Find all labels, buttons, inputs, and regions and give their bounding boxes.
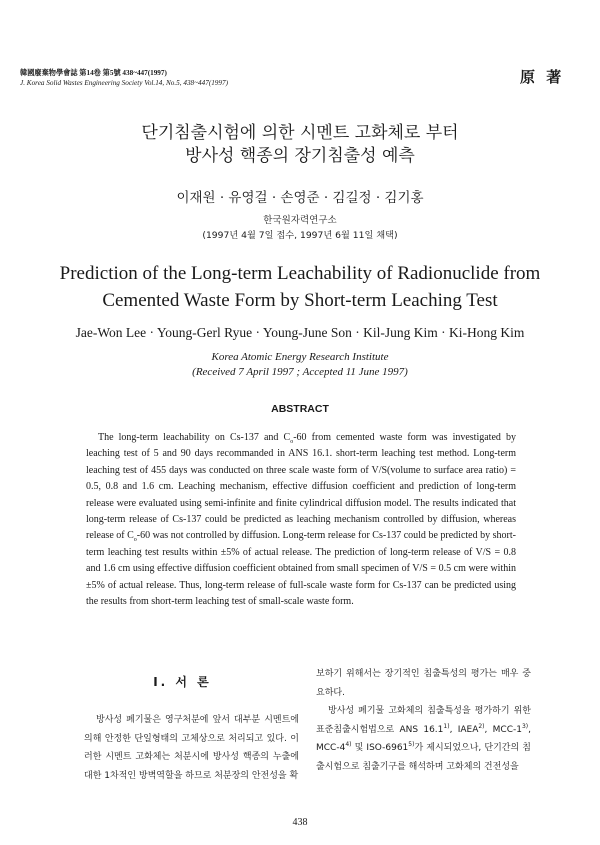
abstract-text-1: The long-term leachability on Cs-137 and C xyxy=(98,432,291,443)
reference-3: 3) xyxy=(521,722,529,730)
english-title xyxy=(0,260,600,314)
right-text-d: , MCC-4 xyxy=(316,724,532,753)
right-column xyxy=(316,665,531,776)
reference-1: 1) xyxy=(443,722,450,730)
right-text-c: , MCC-1 xyxy=(484,724,522,735)
article-type-badge: 原 著 xyxy=(520,68,565,86)
subscript-o-2: o xyxy=(133,537,137,544)
english-title-line-2: Cemented Waste Form by Short-term Leaching Test xyxy=(102,290,498,311)
english-title-line-1: Prediction of the Long-term Leachability of Radionuclide from xyxy=(59,263,541,284)
korean-authors: 이재원 · 유영걸 · 손영준 · 김길정 · 김기홍 xyxy=(176,190,424,206)
right-text-f: 가 제시되었으나, 단기간의 침출시험으로 침출기구를 해석하며 고화체의 건전성을 xyxy=(316,743,531,772)
page-number: 438 xyxy=(292,817,308,828)
right-text-b: , IAEA xyxy=(449,724,479,735)
reference-5: 5) xyxy=(408,741,415,748)
section-heading-introduction: I. 서 론 xyxy=(153,675,212,689)
right-column-paragraph xyxy=(316,702,531,776)
english-authors: Jae-Won Lee · Young-Gerl Ryue · Young-June Son · Kil-Jung Kim · Ki-Hong Kim xyxy=(75,325,525,340)
subscript-o-1: o xyxy=(290,439,294,445)
abstract-body xyxy=(86,430,516,610)
right-text-a: 방사성 폐기물 고화체의 침출특성을 평가하기 위한 표준침출시험법으로 ANS 16.1 xyxy=(316,706,531,735)
korean-dates: (1997년 4월 7일 접수, 1997년 6월 11일 채택) xyxy=(202,230,398,241)
korean-title-line-1: 단기침출시험에 의한 시멘트 고화체로 부터 xyxy=(141,123,459,143)
korean-institute: 한국원자력연구소 xyxy=(263,215,337,226)
right-column-continuation: 보하기 위해서는 장기적인 침출특성의 평가는 매우 중요하다. xyxy=(316,669,531,698)
right-text-e: 및 ISO-6961 xyxy=(351,743,409,753)
abstract-heading: ABSTRACT xyxy=(271,403,329,415)
reference-2: 2) xyxy=(478,722,485,730)
reference-4: 4) xyxy=(345,741,352,748)
english-dates: (Received 7 April 1997 ; Accepted 11 June 1997) xyxy=(192,366,408,378)
abstract-text-2: -60 from cemented waste form was investigated by leaching test of 5 and 90 days recommanded in ANS 16.1. short-term leaching test method. Long-term leaching test of 455 days was conducted on three scale waste form of V/S(volume to surface area ratio) = 0.5, 0.8 and 1.6 cm. Leaching mechanism, effective diffusion coefficient and prediction of long-term release were evaluated using semi-infinite and finite cylindrical diffusion model. The results indicated that long-term release of Cs-137 could be predicted as leaching mechanism controlled by diffusion, whereas release of C xyxy=(86,432,516,542)
english-institute-block xyxy=(0,350,600,380)
journal-citation-english: J. Korea Solid Wastes Engineering Society Vol.14, No.5, 438~447(1997) xyxy=(20,79,228,87)
abstract-text-3: -60 was not controlled by diffusion. Long-term release for Cs-137 could be predicted by short-term leaching test results within ±5% of actual release. The prediction of long-term release of V/S = 0.8 and 1.6 cm using effective diffusion coefficient obtained from small specimen of V/S = 0.5 cm were within ±5% of actual release. Thus, long-term release of full-scale waste form for Cs-137 can be predicted using the results from short-term leaching test of small-scale waste form. xyxy=(86,530,516,608)
korean-title xyxy=(0,122,600,168)
journal-citation-korean: 韓國廢棄物學會誌 第14卷 第5號 438~447(1997) xyxy=(20,69,167,77)
left-column-text: 방사성 폐기물은 영구처분에 앞서 대부분 시멘트에 의해 안정한 단일형태의 고체상으로 처리되고 있다. 이러한 시멘트 고화체는 처분시에 방사성 핵종의 누출에 대한 1차적인 방벽역할을 하므로 처분장의 안전성을 확 xyxy=(84,715,299,781)
english-institute: Korea Atomic Energy Research Institute xyxy=(211,351,389,363)
korean-title-line-2: 방사성 핵종의 장기침출성 예측 xyxy=(185,146,415,166)
journal-header xyxy=(20,68,228,88)
